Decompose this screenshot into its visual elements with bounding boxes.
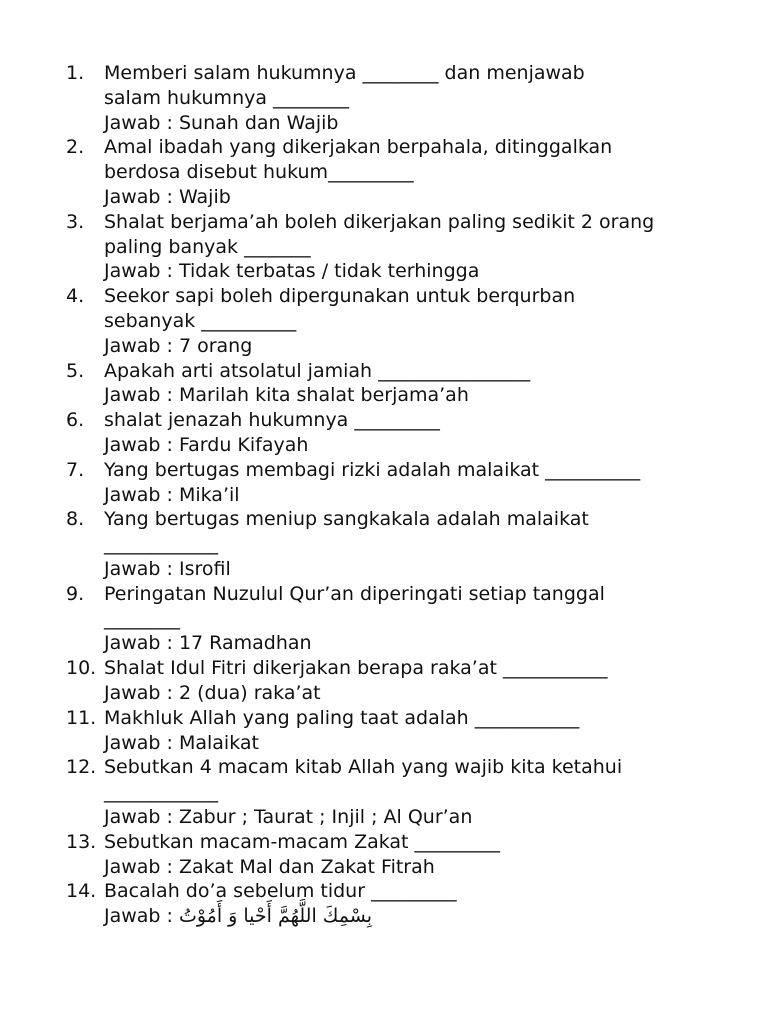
question-text-line: Bacalah do’a sebelum tidur _________ <box>104 880 457 903</box>
question-number: 8. <box>66 508 85 531</box>
answer-line <box>104 259 728 284</box>
question-body <box>104 507 768 581</box>
question-text-line: shalat jenazah hukumnya _________ <box>104 409 440 432</box>
question-text-line: Makhluk Allah yang paling taat adalah ___________ <box>104 706 580 729</box>
question-number: 12. <box>66 756 97 779</box>
question-number: 11. <box>66 706 97 729</box>
answer-text: Jawab : 7 orang <box>104 334 253 357</box>
answer-line <box>104 334 728 359</box>
question-item <box>0 507 768 581</box>
question-text-line: Yang bertugas meniup sangkakala adalah malaikat <box>104 508 589 531</box>
question-number: 5. <box>66 359 85 382</box>
question-text-line: Peringatan Nuzulul Qur’an diperingati setiap tanggal <box>104 582 605 605</box>
answer-line <box>104 557 728 582</box>
answer-text: Jawab : Isrofil <box>104 557 231 580</box>
question-list <box>0 61 768 929</box>
question-item <box>0 359 768 409</box>
question-body <box>104 879 768 929</box>
question-text-line: Apakah arti atsolatul jamiah ________________ <box>104 359 531 382</box>
question-number: 6. <box>66 409 85 432</box>
answer-line <box>104 904 728 929</box>
answer-line <box>104 483 728 508</box>
question-number: 1. <box>66 62 85 84</box>
question-item <box>0 879 768 929</box>
question-body <box>104 582 768 656</box>
question-number: 14. <box>66 880 97 903</box>
answer-line <box>104 383 728 408</box>
answer-text: Jawab : Malaikat <box>104 731 259 754</box>
question-item <box>0 458 768 508</box>
question-text-line: Amal ibadah yang dikerjakan berpahala, ditinggalkan <box>104 136 613 159</box>
question-text-line: Sebutkan macam-macam Zakat _________ <box>104 830 501 853</box>
answer-text: Jawab : 2 (dua) raka’at <box>104 681 321 704</box>
question-number: 2. <box>66 136 85 159</box>
question-item <box>0 61 768 135</box>
answer-line <box>104 855 728 880</box>
question-text-line: Shalat Idul Fitri dikerjakan berapa raka’at ___________ <box>104 657 608 680</box>
answer-line <box>104 185 728 210</box>
question-number: 10. <box>66 657 97 680</box>
question-text-line: ____________ <box>104 781 218 804</box>
answer-line <box>104 433 728 458</box>
question-text-line: Seekor sapi boleh dipergunakan untuk berqurban <box>104 285 576 308</box>
answer-line <box>104 731 728 756</box>
question-text-line: Shalat berjama’ah boleh dikerjakan paling sedikit 2 orang <box>104 210 655 233</box>
question-body <box>104 210 768 284</box>
question-text-line: ________ <box>104 607 180 630</box>
answer-arabic-text: بِسْمِكَ اللَّهُمَّ أَحْيا وَ أَمُوْتُ <box>178 905 373 928</box>
answer-text: Jawab : Wajib <box>104 185 231 208</box>
question-text-line: berdosa disebut hukum_________ <box>104 161 414 184</box>
question-text-line: ____________ <box>104 533 218 556</box>
answer-text: Jawab : Sunah dan Wajib <box>104 111 339 134</box>
question-number: 9. <box>66 582 85 605</box>
question-text-line: paling banyak _______ <box>104 235 311 258</box>
question-item <box>0 706 768 756</box>
question-body <box>104 656 768 706</box>
question-body <box>104 61 768 135</box>
question-text-line: Memberi salam hukumnya ________ dan menjawab <box>104 62 585 84</box>
answer-text: Jawab : Zakat Mal dan Zakat Fitrah <box>104 855 435 878</box>
question-body <box>104 135 768 209</box>
question-number: 4. <box>66 285 85 308</box>
answer-text: Jawab : 17 Ramadhan <box>104 632 312 655</box>
question-body <box>104 830 768 880</box>
question-body <box>104 755 768 829</box>
answer-text: Jawab : Fardu Kifayah <box>104 433 309 456</box>
answer-line <box>104 111 728 136</box>
question-item <box>0 656 768 706</box>
question-item <box>0 210 768 284</box>
question-number: 7. <box>66 458 85 481</box>
question-body <box>104 706 768 756</box>
answer-line <box>104 805 728 830</box>
question-number: 3. <box>66 210 85 233</box>
question-text-line: salam hukumnya ________ <box>104 86 350 109</box>
question-text-line: Yang bertugas membagi rizki adalah malaikat __________ <box>104 458 641 481</box>
question-text-line: Sebutkan 4 macam kitab Allah yang wajib kita ketahui <box>104 756 623 779</box>
answer-text: Jawab : <box>104 905 179 928</box>
question-body <box>104 359 768 409</box>
answer-line <box>104 631 728 656</box>
question-item <box>0 582 768 656</box>
question-item <box>0 830 768 880</box>
question-item <box>0 755 768 829</box>
question-body <box>104 408 768 458</box>
question-number: 13. <box>66 830 97 853</box>
answer-text: Jawab : Mika’il <box>104 483 240 506</box>
answer-line <box>104 681 728 706</box>
answer-text: Jawab : Tidak terbatas / tidak terhingga <box>104 260 480 283</box>
answer-text: Jawab : Marilah kita shalat berjama’ah <box>104 384 469 407</box>
question-item <box>0 135 768 209</box>
question-body <box>104 284 768 358</box>
question-body <box>104 458 768 508</box>
answer-text: Jawab : Zabur ; Taurat ; Injil ; Al Qur’an <box>104 805 473 828</box>
question-item <box>0 284 768 358</box>
question-text-line: sebanyak __________ <box>104 309 297 332</box>
question-item <box>0 408 768 458</box>
